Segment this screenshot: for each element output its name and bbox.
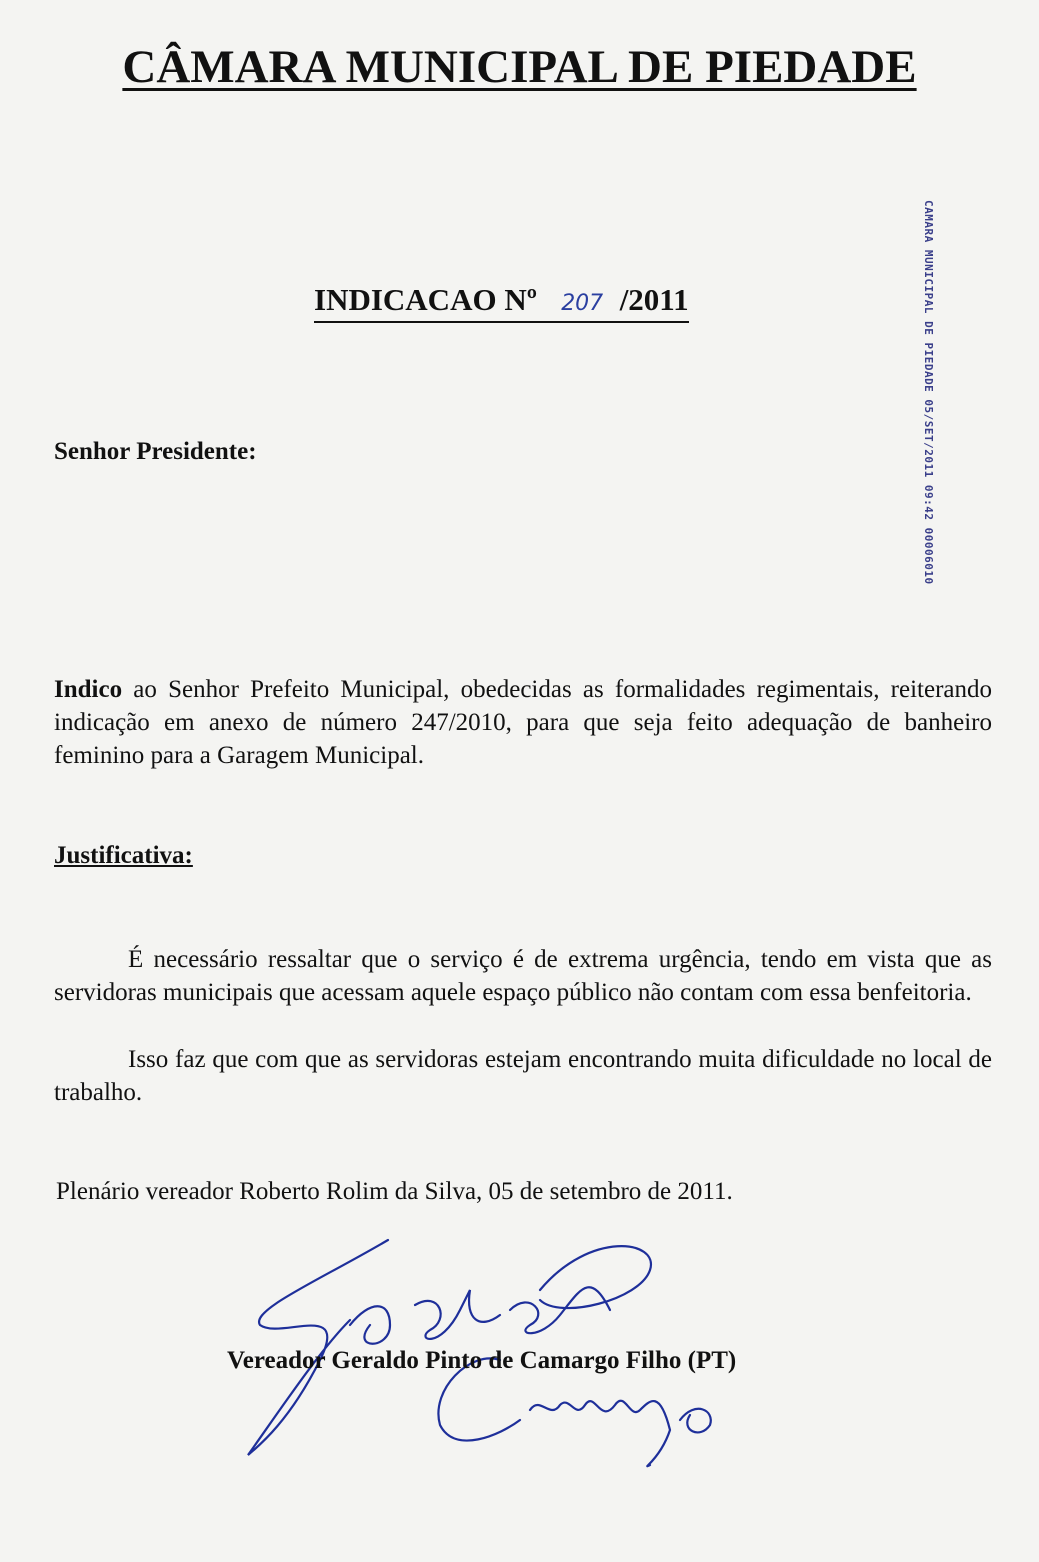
title-text: CÂMARA MUNICIPAL DE PIEDADE [122, 41, 917, 93]
place-date: Plenário vereador Roberto Rolim da Silva, 05 de setembro de 2011. [56, 1178, 733, 1205]
body-paragraph [54, 673, 992, 772]
page-title [0, 40, 1039, 94]
indicacao-label: INDICACAO Nº [314, 282, 537, 317]
indicacao-number [314, 283, 689, 323]
signatory-name: Vereador Geraldo Pinto de Camargo Filho (PT) [227, 1347, 737, 1374]
body-lead: Indico [54, 676, 123, 703]
salutation: Senhor Presidente: [54, 438, 257, 465]
indicacao-year: /2011 [619, 282, 689, 317]
justification-heading: Justificativa: [54, 842, 193, 869]
body-text: ao Senhor Prefeito Municipal, obedecidas as formalidades regimentais, reiterando indicação em anexo de número 247/2010, para que seja feito adequação de banheiro feminino para a Garagem Municipal. [54, 676, 992, 769]
justification-paragraph-2: Isso faz que com que as servidoras estejam encontrando muita dificuldade no local de trabalho. [54, 1046, 992, 1106]
justification-paragraph-1: É necessário ressaltar que o serviço é de extrema urgência, tendo em vista que as servidoras municipais que acessam aquele espaço público não contam com essa benfeitoria. [54, 946, 992, 1006]
handwritten-number: 207 [561, 291, 604, 316]
protocol-stamp: CAMARA MUNICIPAL DE PIEDADE 05/SET/2011 09:42 00006010 [922, 200, 935, 585]
